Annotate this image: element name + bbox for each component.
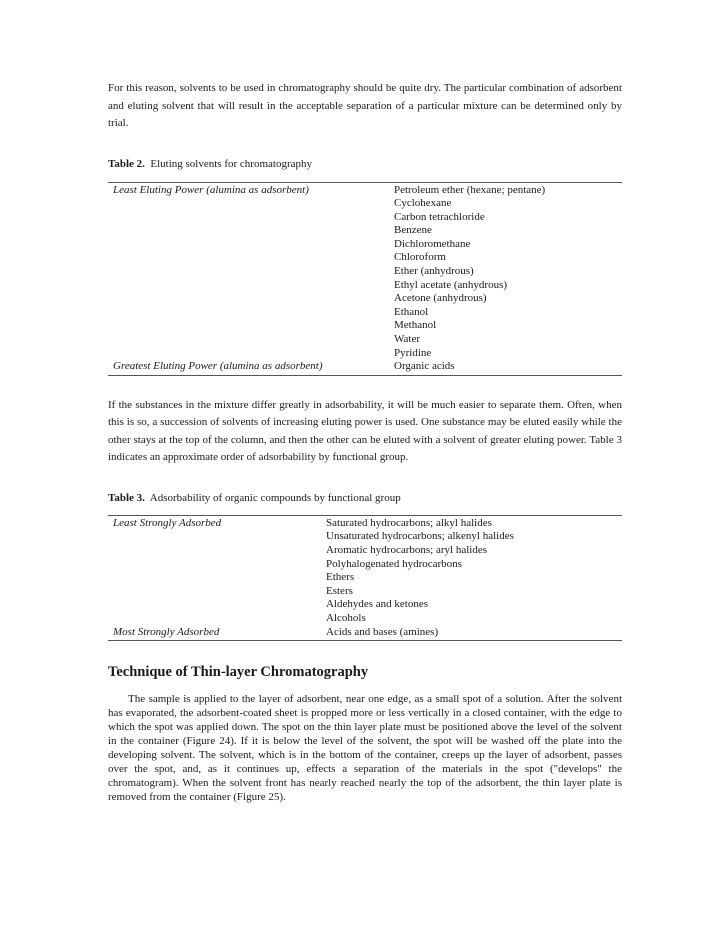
solvent-row	[108, 238, 622, 252]
compound-item: Aromatic hydrocarbons; aryl halides	[326, 544, 487, 556]
compound-row	[108, 558, 622, 572]
solvent-label-spacer	[108, 265, 394, 279]
table2-caption	[108, 157, 622, 171]
middle-paragraph: If the substances in the mixture differ greatly in adsorbability, it will be much easier to separate them. Often, when this is so, a succession of solvents of increasing eluting power is used. One substance may be eluted easily while the other stays at the top of the column, and then the other can be eluted with a solvent of greater eluting power. Table 3 indicates an approximate order of adsorbability by functional group.	[108, 398, 622, 464]
table2-label: Table 2.	[108, 157, 145, 170]
table3-caption	[108, 491, 622, 505]
solvent-item: Dichloromethane	[394, 237, 471, 250]
solvent-label-spacer	[108, 224, 394, 238]
compound-label-spacer	[108, 585, 326, 599]
solvent-label-spacer	[108, 292, 394, 306]
compound-label-spacer	[108, 571, 326, 585]
solvent-label-spacer	[108, 211, 394, 225]
compound-label-spacer	[108, 544, 326, 558]
compound-item: Alcohols	[326, 611, 366, 624]
solvent-label-spacer	[108, 319, 394, 333]
solvent-item: Benzene	[394, 224, 432, 237]
solvent-row	[108, 306, 622, 320]
compound-item: Unsaturated hydrocarbons; alkenyl halides	[326, 530, 514, 543]
compound-label-spacer	[108, 530, 326, 544]
table3-title: Adsorbability of organic compounds by functional group	[149, 491, 401, 504]
solvent-row	[108, 333, 622, 347]
eluting-solvents-table	[108, 182, 622, 376]
solvent-row	[108, 184, 622, 198]
solvent-label-spacer	[108, 251, 394, 265]
solvent-row	[108, 360, 622, 374]
solvent-label-spacer	[108, 333, 394, 347]
compound-item: Ethers	[326, 571, 355, 584]
compound-row	[108, 544, 622, 558]
solvent-item: Ether (anhydrous)	[394, 265, 474, 278]
compound-item: Acids and bases (amines)	[326, 625, 439, 638]
compound-label-spacer	[108, 558, 326, 572]
solvent-item: Pyridine	[394, 346, 432, 359]
solvent-row	[108, 224, 622, 238]
solvent-least-label: Least Eluting Power (alumina as adsorbent)	[113, 183, 309, 196]
compound-greatest-label: Most Strongly Adsorbed	[113, 625, 220, 638]
solvent-label-spacer	[108, 347, 394, 361]
solvent-row	[108, 347, 622, 361]
table3-label: Table 3.	[108, 491, 145, 504]
solvent-row	[108, 197, 622, 211]
solvent-label-spacer	[108, 279, 394, 293]
solvent-item: Carbon tetrachloride	[394, 210, 485, 223]
solvent-item: Ethanol	[394, 305, 429, 318]
compound-item: Aldehydes and ketones	[326, 598, 429, 611]
solvent-row	[108, 319, 622, 333]
solvent-item: Cyclohexane	[394, 197, 452, 210]
solvent-row	[108, 279, 622, 293]
compound-item: Polyhalogenated hydrocarbons	[326, 557, 462, 570]
compound-item: Saturated hydrocarbons; alkyl halides	[326, 516, 492, 529]
final-paragraph: The sample is applied to the layer of adsorbent, near one edge, as a small spot of a solution. After the solvent has evaporated, the adsorbent-coated sheet is propped more or less vertically in a closed container, with the edge to which the spot was applied down. The spot on the thin layer plate must be positioned above the level of the solvent in the container (Figure 24). If it is below the level of the solvent, the spot will be washed off the plate into the developing solvent. The solvent, which is in the bottom of the container, creeps up the layer of adsorbent, passes over the spot, and, as it continues up, effects a separation of the materials in the spot ("develops" the chromatogram). When the solvent front has nearly reached nearly the top of the adsorbent, the thin layer plate is removed from the container (Figure 25).	[108, 693, 622, 804]
solvent-row	[108, 292, 622, 306]
compound-row	[108, 585, 622, 599]
compound-row	[108, 571, 622, 585]
solvent-item: Organic acids	[394, 360, 455, 373]
compound-label-spacer	[108, 598, 326, 612]
compound-label-spacer	[108, 612, 326, 626]
compound-row	[108, 598, 622, 612]
solvent-greatest-label: Greatest Eluting Power (alumina as adsorbent)	[113, 360, 323, 373]
solvent-label-spacer	[108, 238, 394, 252]
table2-title: Eluting solvents for chromatography	[150, 157, 312, 170]
compound-row	[108, 612, 622, 626]
solvent-item: Acetone (anhydrous)	[394, 292, 487, 305]
compound-least-label: Least Strongly Adsorbed	[113, 516, 222, 529]
solvent-label-spacer	[108, 306, 394, 320]
solvent-item: Ethyl acetate (anhydrous)	[394, 278, 508, 291]
solvent-item: Chloroform	[394, 251, 446, 264]
solvent-row	[108, 265, 622, 279]
solvent-item: Petroleum ether (hexane; pentane)	[394, 183, 546, 196]
solvent-label-spacer	[108, 197, 394, 211]
compound-item: Esters	[326, 584, 353, 597]
adsorbability-table	[108, 515, 622, 641]
section-heading: Technique of Thin-layer Chromatography	[108, 664, 369, 681]
compound-row	[108, 626, 622, 640]
intro-paragraph: For this reason, solvents to be used in chromatography should be quite dry. The particular combination of adsorbent and eluting solvent that will result in the acceptable separation of a particular mixture can be determined only by trial.	[108, 82, 622, 129]
compound-row	[108, 517, 622, 531]
document-page	[108, 80, 622, 804]
compound-row	[108, 530, 622, 544]
solvent-item: Methanol	[394, 319, 437, 332]
solvent-row	[108, 251, 622, 265]
solvent-row	[108, 211, 622, 225]
solvent-item: Water	[394, 333, 420, 346]
